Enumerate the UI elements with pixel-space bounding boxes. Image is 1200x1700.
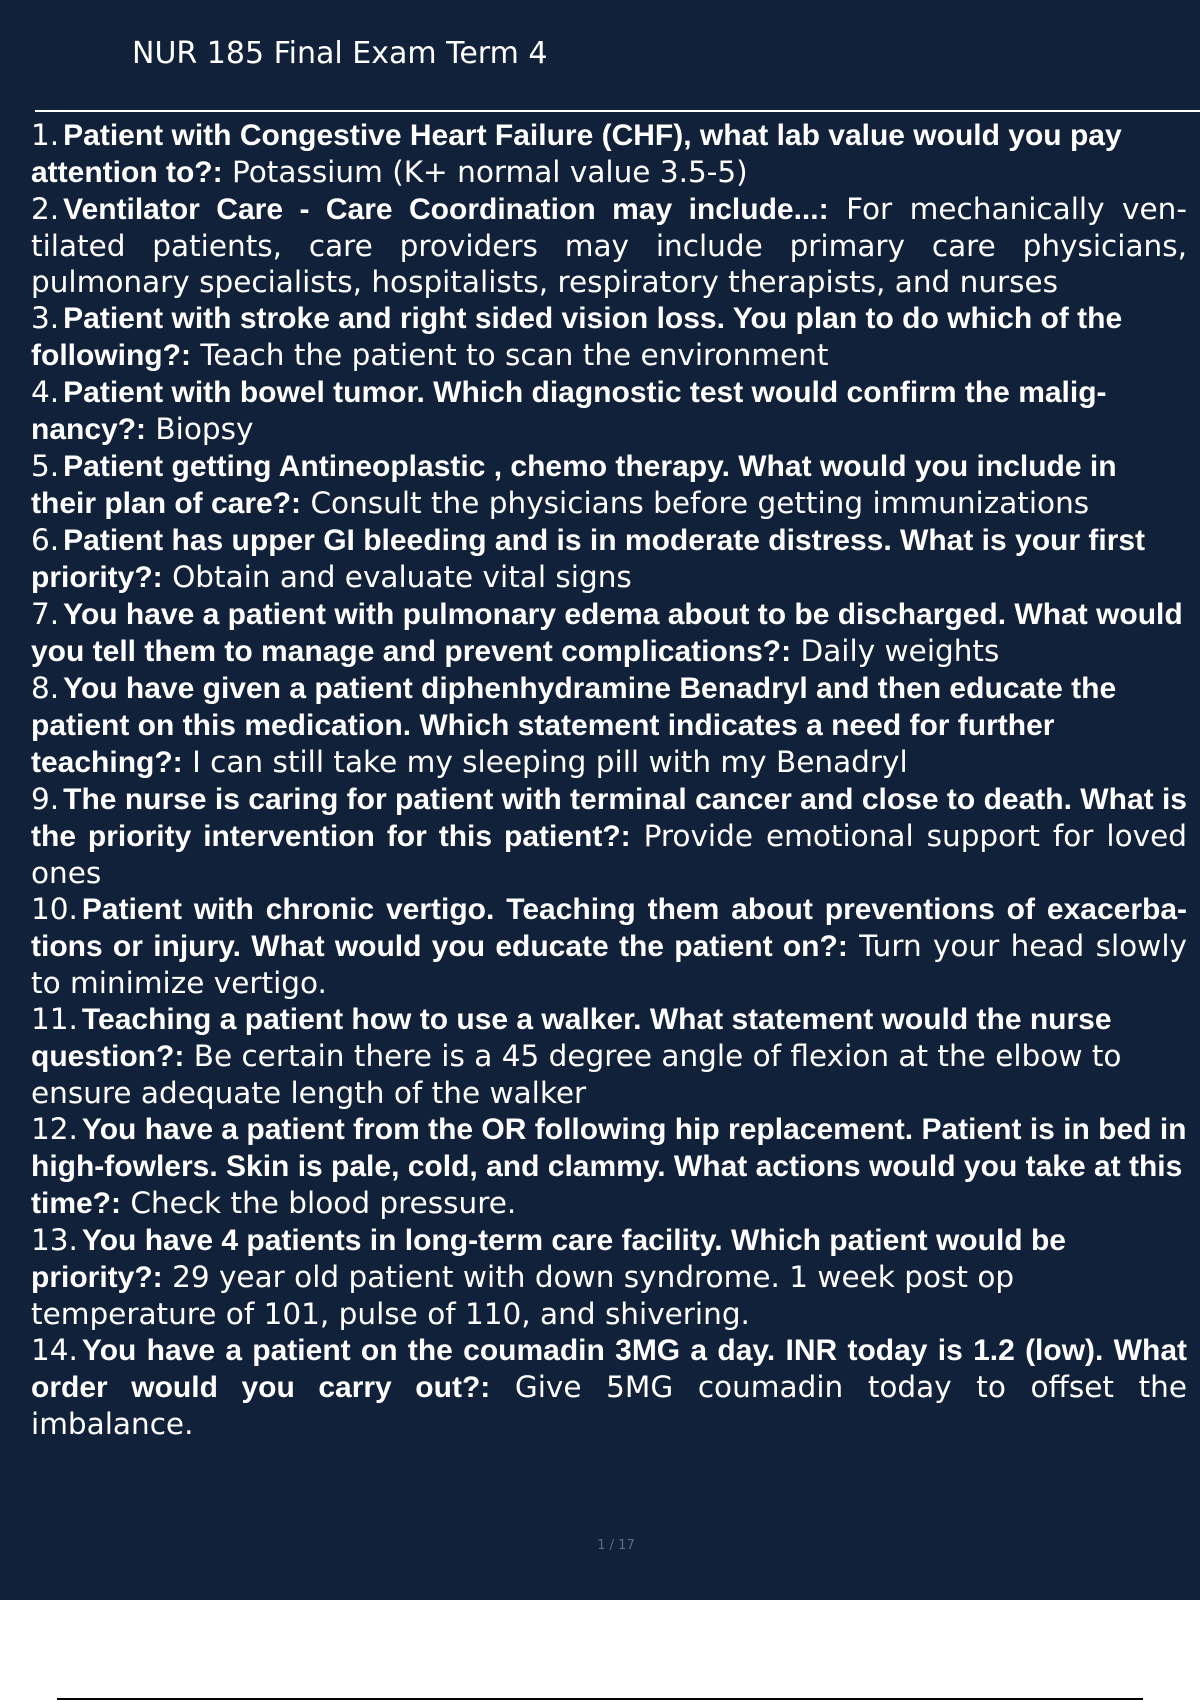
qa-answer: 29 year old patient with down syndrome. 1 week post op temperature of 101, pulse of 110, and shivering. (31, 1260, 1015, 1331)
qa-number: 5. (31, 449, 60, 483)
qa-number: 1. (31, 118, 60, 152)
question-answer-list (31, 117, 1187, 1442)
qa-answer: Daily weights (800, 634, 1000, 668)
qa-number: 14. (31, 1333, 78, 1367)
qa-item (31, 670, 1187, 781)
qa-answer: For mechanically ven- tilated patients, care providers may include primary care physicians, pulmonary specialists, hospitalists, respiratory therapists, and nurses (31, 192, 1187, 299)
qa-item (31, 300, 1187, 374)
qa-item (31, 1111, 1187, 1222)
qa-answer: Be certain there is a 45 degree angle of flexion at the elbow to ensure adequate length of the walker (31, 1039, 1122, 1110)
qa-answer: Give 5MG coumadin today to offset the imbalance. (31, 1370, 1187, 1441)
qa-question: You have a patient on the coumadin 3MG a day. INR today is 1.2 (low). What order would you carry out?: (31, 1334, 1187, 1404)
qa-number: 10. (31, 892, 78, 926)
page-indicator: 1 / 17 (597, 1538, 635, 1553)
title-divider (35, 110, 1200, 112)
qa-number: 7. (31, 597, 60, 631)
qa-item (31, 1001, 1187, 1111)
qa-answer: Check the blood pressure. (130, 1186, 517, 1220)
qa-question: Patient with bowel tumor. Which diagnostic test would confirm the malig- nancy?: (31, 376, 1107, 446)
qa-question: Patient has upper GI bleeding and is in moderate distress. What is your first priority?: (31, 524, 1146, 594)
qa-answer: Turn your head slowly to minimize vertigo. (31, 929, 1187, 1000)
qa-number: 3. (31, 301, 60, 335)
qa-answer: Potassium (K+ normal value 3.5-5) (232, 155, 748, 189)
qa-item (31, 374, 1187, 448)
qa-number: 4. (31, 375, 60, 409)
qa-question: You have given a patient diphenhydramine Benadryl and then educate the patient on this medication. Which statement indicates a need for further teaching?: (31, 672, 1117, 779)
qa-item (31, 596, 1187, 670)
qa-item (31, 1332, 1187, 1442)
qa-question: You have a patient with pulmonary edema about to be discharged. What would you tell them to manage and prevent complications?: (31, 598, 1183, 668)
qa-number: 9. (31, 782, 60, 816)
qa-answer: Obtain and evaluate vital signs (172, 560, 632, 594)
qa-question: Patient getting Antineoplastic , chemo therapy. What would you include in their plan of care?: (31, 450, 1117, 520)
qa-question: You have a patient from the OR following hip replacement. Patient is in bed in high-fowlers. Skin is pale, cold, and clammy. What actions would you take at this time?: (31, 1113, 1187, 1220)
qa-question: Teaching a patient how to use a walker. What statement would the nurse question?: (31, 1003, 1112, 1073)
qa-question: Ventilator Care - Care Coordination may include...: (63, 193, 829, 226)
qa-item (31, 117, 1187, 191)
qa-number: 2. (31, 192, 60, 226)
qa-question: Patient with chronic vertigo. Teaching them about preventions of exacerba- tions or injury. What would you educate the patient on?: (31, 893, 1187, 963)
qa-answer: Consult the physicians before getting immunizations (310, 486, 1090, 520)
qa-answer: I can still take my sleeping pill with my Benadryl (192, 745, 908, 779)
qa-number: 12. (31, 1112, 78, 1146)
qa-item (31, 522, 1187, 596)
qa-number: 11. (31, 1002, 78, 1036)
qa-item (31, 1222, 1187, 1332)
qa-number: 8. (31, 671, 60, 705)
qa-number: 6. (31, 523, 60, 557)
qa-question: The nurse is caring for patient with terminal cancer and close to death. What is the priority intervention for this patient?: (31, 783, 1187, 853)
qa-answer: Biopsy (155, 412, 254, 446)
qa-answer: Provide emotional support for loved ones (31, 819, 1187, 890)
qa-answer: Teach the patient to scan the environment (200, 338, 829, 372)
qa-question: You have 4 patients in long-term care facility. Which patient would be priority?: (31, 1224, 1066, 1294)
qa-question: Patient with Congestive Heart Failure (CHF), what lab value would you pay attention to?: (31, 119, 1122, 189)
qa-number: 13. (31, 1223, 78, 1257)
qa-item (31, 448, 1187, 522)
qa-item (31, 781, 1187, 891)
qa-item (31, 891, 1187, 1001)
document-title: NUR 185 Final Exam Term 4 (132, 36, 548, 71)
qa-item (31, 191, 1187, 300)
qa-question: Patient with stroke and right sided vision loss. You plan to do which of the following?: (31, 302, 1123, 372)
